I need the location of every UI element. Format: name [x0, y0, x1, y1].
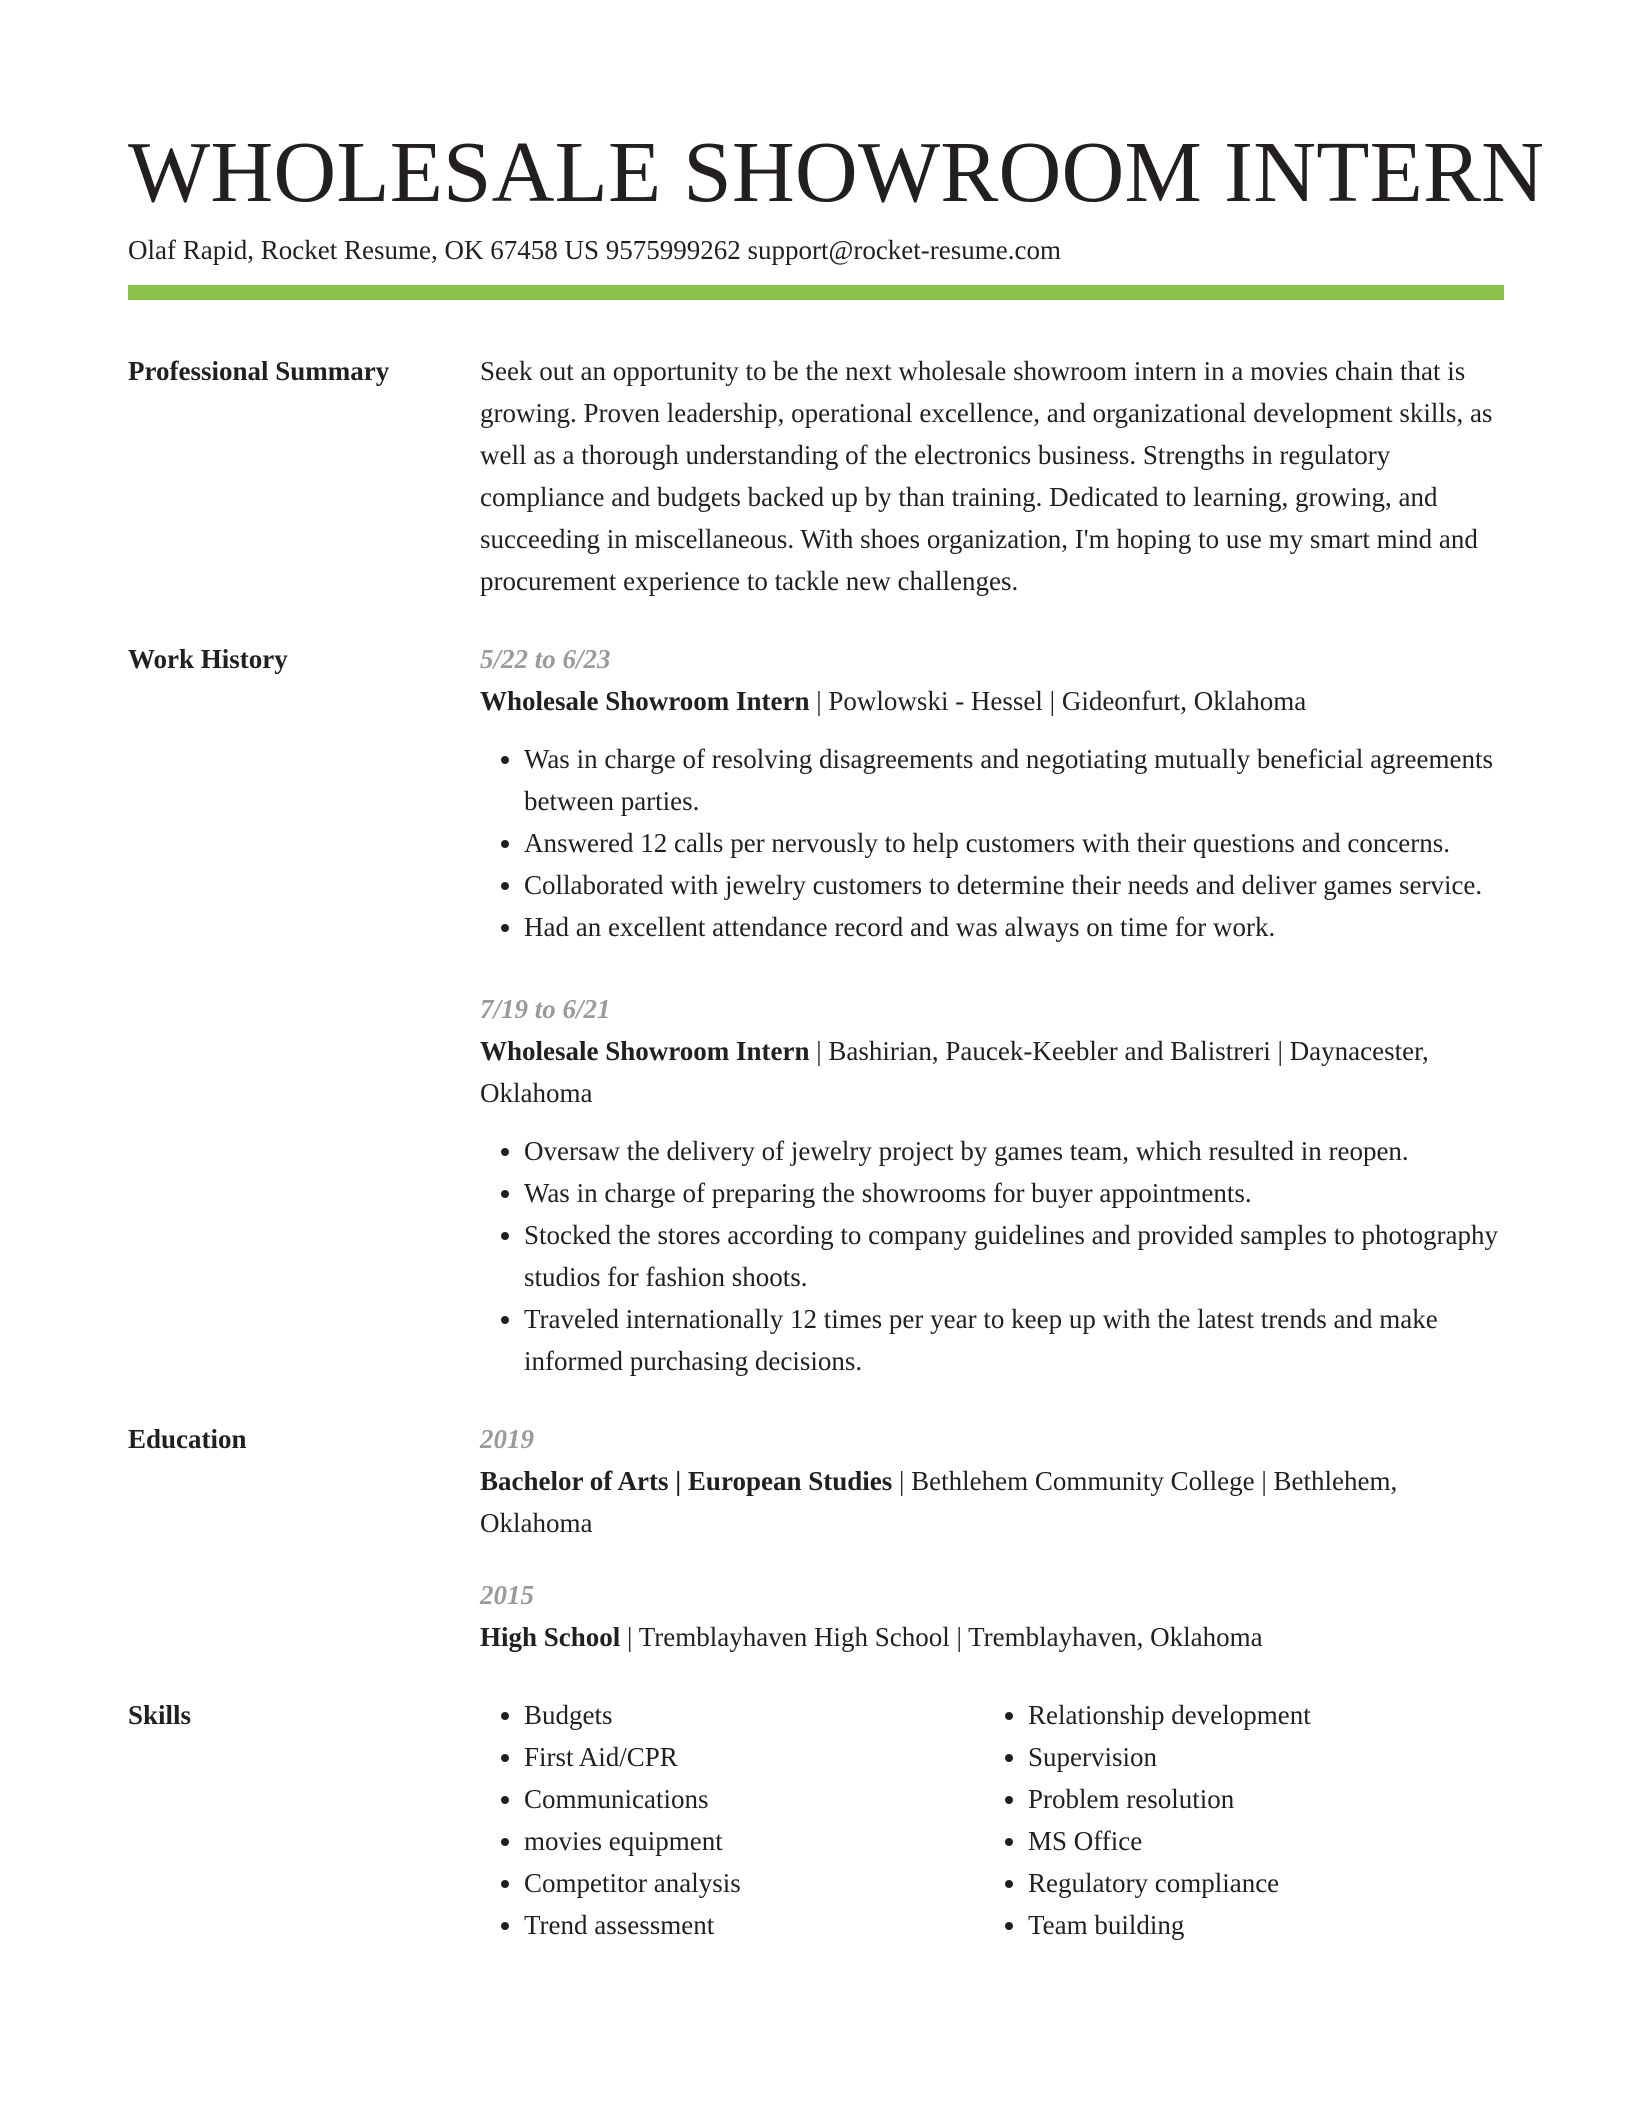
education-degree: High School [480, 1622, 621, 1652]
skill-item: • Budgets [524, 1694, 984, 1736]
skill-item: • Relationship development [1028, 1694, 1488, 1736]
job-dates: 5/22 to 6/23 [480, 644, 611, 674]
job-dates: 7/19 to 6/21 [480, 994, 611, 1024]
bullet-item: • Traveled internationally 12 times per year to keep up with the latest trends and make informed purchasing decisions. [524, 1298, 1504, 1382]
bullet-item: • Stocked the stores according to company guidelines and provided samples to photography studios for fashion shoots. [524, 1214, 1504, 1298]
section-heading: Work History [128, 644, 288, 674]
contact-location: Rocket Resume, OK 67458 US [260, 235, 606, 265]
skills-column-left [480, 1694, 984, 1946]
contact-email: support@rocket-resume.com [747, 235, 1061, 265]
skill-item: • Supervision [1028, 1736, 1488, 1778]
bullet-item: • Had an excellent attendance record and was always on time for work. [524, 906, 1504, 948]
job-entry [480, 638, 1504, 948]
section-heading: Skills [128, 1700, 192, 1730]
education-year: 2019 [480, 1424, 534, 1454]
bullet-item: • Oversaw the delivery of jewelry project by games team, which resulted in reopen. [524, 1130, 1504, 1172]
job-entry [480, 988, 1504, 1382]
resume-title: WHOLESALE SHOWROOM INTERN [128, 123, 1545, 220]
job-title-line [480, 680, 1504, 722]
contact-line [128, 232, 1504, 268]
education-degree: Bachelor of Arts | European Studies [480, 1466, 893, 1496]
education-section [128, 1418, 1504, 1658]
education-line [480, 1460, 1504, 1544]
resume-page [128, 123, 1545, 1946]
contact-name: Olaf Rapid, [128, 235, 261, 265]
skill-item: • Communications [524, 1778, 984, 1820]
accent-divider [128, 285, 1504, 300]
job-title: Wholesale Showroom Intern [480, 686, 810, 716]
education-entry [480, 1418, 1504, 1544]
skill-item: • Trend assessment [524, 1904, 984, 1946]
skill-item: • Competitor analysis [524, 1862, 984, 1904]
skill-item: • MS Office [1028, 1820, 1488, 1862]
summary-section [128, 350, 1504, 602]
skill-item: • Regulatory compliance [1028, 1862, 1488, 1904]
job-title: Wholesale Showroom Intern [480, 1036, 810, 1066]
education-school: | Tremblayhaven High School | Tremblayhaven, Oklahoma [620, 1622, 1263, 1652]
education-entry [480, 1574, 1504, 1658]
skill-item: • Team building [1028, 1904, 1488, 1946]
contact-phone: 9575999262 [605, 235, 748, 265]
skills-column-right [984, 1694, 1488, 1946]
job-employer: | Bashirian, Paucek-Keebler and Balistreri | Daynacester, Oklahoma [480, 1036, 1429, 1108]
education-year: 2015 [480, 1580, 534, 1610]
skills-section [128, 1694, 1504, 1946]
education-line [480, 1616, 1504, 1658]
bullet-item: • Collaborated with jewelry customers to determine their needs and deliver games service. [524, 864, 1504, 906]
job-title-line [480, 1030, 1504, 1114]
job-employer: | Powlowski - Hessel | Gideonfurt, Oklahoma [809, 686, 1307, 716]
education-school: | Bethlehem Community College | Bethlehem, Oklahoma [480, 1466, 1398, 1538]
skill-item: • movies equipment [524, 1820, 984, 1862]
skill-item: • Problem resolution [1028, 1778, 1488, 1820]
work-history-section [128, 638, 1504, 1382]
skills-grid [480, 1694, 1504, 1946]
bullet-item: • Was in charge of preparing the showrooms for buyer appointments. [524, 1172, 1504, 1214]
bullet-item: • Answered 12 calls per nervously to help customers with their questions and concerns. [524, 822, 1504, 864]
job-bullets [480, 738, 1504, 948]
section-heading: Professional Summary [128, 356, 390, 386]
bullet-item: • Was in charge of resolving disagreements and negotiating mutually beneficial agreements between parties. [524, 738, 1504, 822]
section-heading: Education [128, 1424, 247, 1454]
summary-text: Seek out an opportunity to be the next wholesale showroom intern in a movies chain that is growing. Proven leadership, operational excellence, and organizational development skills, as well as a thorough understanding of the electronics business. Strengths in regulatory compliance and budgets backed up by than training. Dedicated to learning, growing, and succeeding in miscellaneous. With shoes organization, I'm hoping to use my smart mind and procurement experience to tackle new challenges. [480, 356, 1493, 596]
skill-item: • First Aid/CPR [524, 1736, 984, 1778]
job-bullets [480, 1130, 1504, 1382]
